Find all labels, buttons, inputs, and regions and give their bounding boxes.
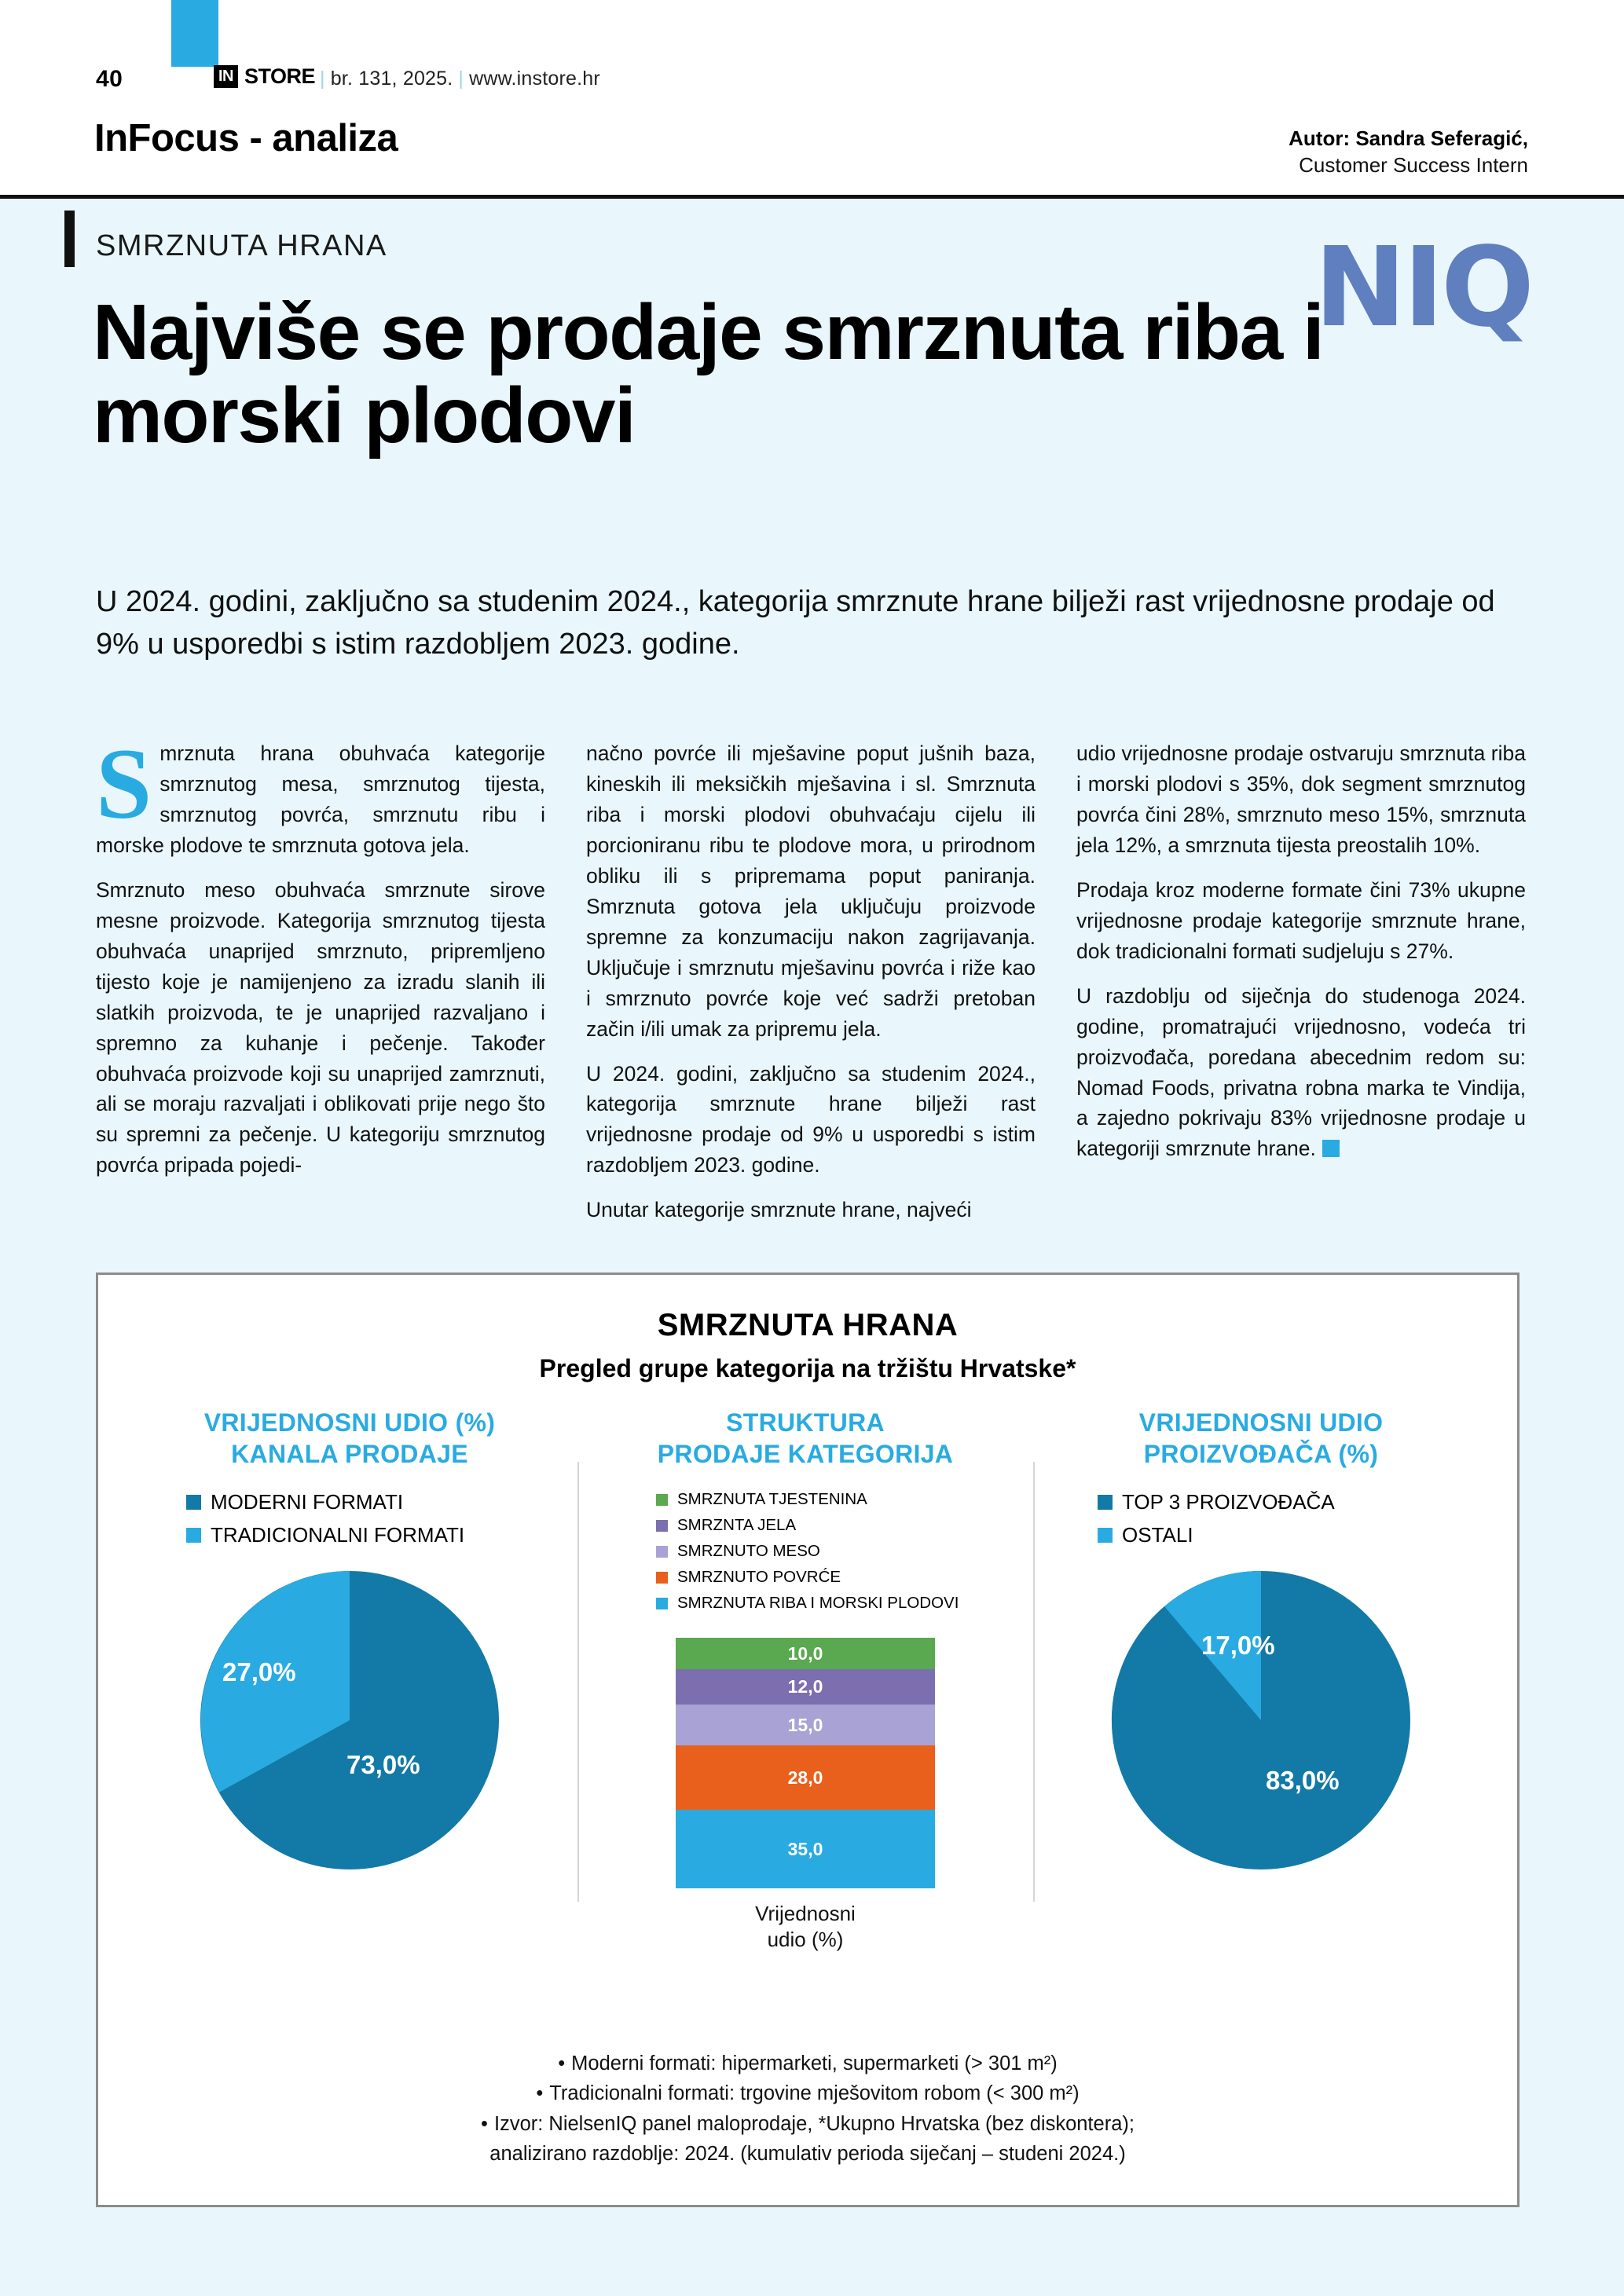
- legend-label: SMRZNUTA RIBA I MORSKI PLODOVI: [677, 1594, 959, 1612]
- end-of-article-mark: [1322, 1140, 1340, 1157]
- instore-logo: [214, 64, 315, 89]
- body-column-2: [586, 738, 1036, 1240]
- byline: [1289, 126, 1528, 179]
- legend-label: SMRZNTA JELA: [677, 1516, 797, 1534]
- section-title: InFocus - analiza: [94, 117, 398, 159]
- legend-label: SMRZNUTA TJESTENINA: [677, 1490, 867, 1508]
- legend-label: TRADICIONALNI FORMATI: [211, 1523, 465, 1547]
- bar-axis-label: [601, 1901, 1010, 1952]
- chart-legend: [1057, 1490, 1465, 1547]
- axis-label-line-2: udio (%): [767, 1927, 844, 1951]
- bar-segment-meso: 15,0: [676, 1705, 935, 1745]
- nielseniq-logo: NIQ: [1314, 224, 1531, 352]
- body-paragraph: [1076, 981, 1526, 1165]
- axis-label-line-1: Vrijednosni: [755, 1902, 856, 1925]
- legend-label: TOP 3 PROIZVOĐAČA: [1122, 1490, 1335, 1514]
- chart-title-line-1: VRIJEDNOSNI UDIO (%): [203, 1408, 496, 1437]
- pie-chart-svg: [1104, 1563, 1418, 1877]
- bar-segment-povrce: 28,0: [676, 1745, 935, 1810]
- body-column-3: [1076, 738, 1526, 1240]
- chart-title-line-2: PROIZVOĐAČA (%): [1143, 1440, 1379, 1468]
- chart-sales-channel: [145, 1407, 554, 1877]
- charts-row: [98, 1407, 1517, 1951]
- bar-segment-riba: 35,0: [676, 1810, 935, 1888]
- legend-item: [656, 1594, 1010, 1613]
- footnote-text: Moderni formati: hipermarketi, supermarketi (> 301 m²): [571, 2052, 1058, 2074]
- legend-item: [656, 1516, 1010, 1535]
- legend-swatch-icon: [186, 1495, 201, 1510]
- panel-title: SMRZNUTA HRANA: [657, 1308, 959, 1342]
- footnote-line: [98, 2109, 1517, 2139]
- legend-label: OSTALI: [1122, 1523, 1193, 1547]
- bar-segment-tjestenina: 10,0: [676, 1638, 935, 1669]
- legend-swatch-icon: [656, 1546, 668, 1558]
- pie-slice-label-modern: 73,0%: [346, 1750, 420, 1779]
- legend-item: [1098, 1523, 1465, 1547]
- legend-swatch-icon: [656, 1494, 668, 1506]
- chart-category-structure: [601, 1407, 1010, 1952]
- chart-divider-right: [1033, 1462, 1035, 1902]
- chart-title-line-1: STRUKTURA: [726, 1408, 885, 1437]
- chart-divider-left: [577, 1462, 579, 1902]
- pie-chart: [1104, 1563, 1418, 1877]
- body-paragraph: [96, 728, 545, 861]
- panel-subtitle: Pregled grupe kategorija na tržištu Hrvatske*: [539, 1354, 1076, 1382]
- body-paragraph: udio vrijednosne prodaje ostvaruju smrznuta riba i morski plodovi s 35%, dok segment smrznutog povrća čini 28%, smrznuto meso 15%, smrznuta jela 12%, a smrznuta tijesta preostalih 10%.: [1076, 742, 1526, 857]
- body-text: mrznuta hrana obuhvaća kategorije smrznutog mesa, smrznutog tijesta, smrznutog povrća, smrznutu ribu i morske plodove te smrznuta gotova jela.: [96, 742, 545, 857]
- body-paragraph: načno povrće ili mješavine poput jušnih baza, kineskih ili meksičkih mješavina i sl. Smrznuta riba i morski plodovi obuhvaćaju cijelu ili porcioniranu ribu te plodove mora, u prirodnom obliku ili s pripremama poput paniranja. Smrznuta gotova jela uključuju proizvode spremne za konzumaciju nakon zagrijavanja. Uključuje i smrznutu mješavinu povrća i riže kao i smrznuto povrće koje već sadrži pretoban začin i/ili umak za pripremu jela.: [586, 742, 1036, 1041]
- panel-footnotes: [98, 2049, 1517, 2169]
- pie-slice-label-traditional: 27,0%: [222, 1657, 296, 1686]
- chart-title: [1057, 1407, 1465, 1470]
- body-paragraph: Unutar kategorije smrznute hrane, najveći: [586, 1198, 972, 1222]
- legend-swatch-icon: [186, 1528, 201, 1543]
- pie-chart: [192, 1563, 507, 1877]
- legend-item: [186, 1523, 554, 1547]
- article-headline: Najviše se prodaje smrznuta riba i morski plodovi: [93, 288, 1324, 460]
- pie-slice-label-top3: 83,0%: [1266, 1766, 1340, 1795]
- legend-swatch-icon: [656, 1598, 668, 1609]
- logo-in-mark: IN: [214, 65, 238, 88]
- bullet-icon: •: [481, 2112, 488, 2135]
- chart-title-line-2: KANALA PRODAJE: [231, 1440, 468, 1468]
- legend-swatch-icon: [1098, 1528, 1113, 1543]
- legend-label: SMRZNUTO POVRĆE: [677, 1568, 841, 1586]
- chart-title-line-2: PRODAJE KATEGORIJA: [657, 1440, 954, 1468]
- legend-swatch-icon: [656, 1520, 668, 1532]
- chart-title: [145, 1407, 554, 1470]
- legend-label: SMRZNUTO MESO: [677, 1542, 820, 1560]
- article-kicker: SMRZNUTA HRANA: [96, 229, 387, 262]
- pie-chart-svg: [192, 1563, 507, 1877]
- issue-info: [314, 68, 600, 90]
- legend-swatch-icon: [656, 1572, 668, 1584]
- article-body: [96, 728, 1526, 1240]
- footnote-line: [98, 2139, 1517, 2169]
- body-text: U razdoblju od siječnja do studenoga 2024. godine, promatrajući vrijednosno, vodeća tri proizvođača, poredana abecednim redom su: Nomad Foods, privatna robna marka te Vindija, a zajedno pokrivaju 83% vrijednosne prodaje u kategoriji smrznute hrane.: [1076, 983, 1526, 1161]
- stacked-bar: [676, 1638, 935, 1888]
- issue-number: br. 131, 2025.: [330, 68, 453, 90]
- logo-store-text: STORE: [244, 64, 316, 88]
- legend-label: MODERNI FORMATI: [211, 1490, 404, 1514]
- body-paragraph: U 2024. godini, zaključno sa studenim 2024., kategorija smrznute hrane bilježi rast vrijednosne prodaje od 9% u usporedbi s istim razdobljem 2023. godine.: [586, 1061, 1036, 1177]
- author-name: Autor: Sandra Seferagić,: [1289, 126, 1528, 150]
- website-url: www.instore.hr: [469, 68, 600, 90]
- pie-slice-label-ostali: 17,0%: [1201, 1631, 1275, 1660]
- bar-segment-jela: 12,0: [676, 1669, 935, 1705]
- footnote-line: [98, 2049, 1517, 2078]
- chart-title-line-1: VRIJEDNOSNI UDIO: [1138, 1408, 1384, 1437]
- chart-legend: [145, 1490, 554, 1547]
- body-column-1: [96, 728, 545, 1240]
- author-role: Customer Success Intern: [1299, 152, 1528, 177]
- drop-cap: S: [96, 728, 152, 840]
- body-paragraph: Prodaja kroz moderne formate čini 73% ukupne vrijednosne prodaje kategorije smrznute hrane, dok tradicionalni formati sudjeluju s 27%.: [1076, 877, 1526, 963]
- chart-panel: [96, 1273, 1520, 2207]
- article-standfirst: U 2024. godini, zaključno sa studenim 2024., kategorija smrznute hrane bilježi rast vrijednosne prodaje od 9% u usporedbi s istim razdobljem 2023. godine.: [96, 585, 1495, 661]
- legend-item: [1098, 1490, 1465, 1514]
- issue-separator-left: |: [320, 68, 325, 90]
- footnote-text: Izvor: NielsenIQ panel maloprodaje, *Ukupno Hrvatska (bez diskontera);: [493, 2112, 1135, 2135]
- footnote-text: Tradicionalni formati: trgovine mješovitom robom (< 300 m²): [549, 2082, 1080, 2105]
- bullet-icon: •: [558, 2052, 566, 2074]
- chart-manufacturer-share: [1057, 1407, 1465, 1877]
- kicker-accent-bar: [64, 211, 75, 267]
- legend-item: [656, 1568, 1010, 1587]
- chart-legend: [601, 1490, 1010, 1613]
- page-number: 40: [96, 66, 123, 92]
- legend-item: [656, 1490, 1010, 1509]
- footnote-line: [98, 2078, 1517, 2108]
- legend-item: [656, 1542, 1010, 1561]
- issue-separator-right: |: [458, 68, 464, 90]
- legend-item: [186, 1490, 554, 1514]
- bullet-icon: •: [536, 2082, 544, 2105]
- footnote-text: analizirano razdoblje: 2024. (kumulativ perioda siječanj – studeni 2024.): [489, 2142, 1126, 2165]
- page-header: [0, 0, 1624, 196]
- header-accent-tab: [171, 0, 218, 67]
- chart-title: [601, 1407, 1010, 1470]
- header-divider: [0, 195, 1624, 199]
- body-paragraph: Smrznuto meso obuhvaća smrznute sirove mesne proizvode. Kategorija smrznutog tijesta obuhvaća unaprijed smrznuto, pripremljeno tijesto koje je namijenjeno za izradu slanih ili slatkih proizvoda, te je unaprijed razvaljano i spremno za kuhanje i pečenje. Također obuhvaća proizvode koji su unaprijed zamrznuti, ali se moraju razvaljati i oblikovati prije nego što su spremni za pečenje. U kategoriju smrznutog povrća pripada pojedi-: [96, 877, 545, 1177]
- legend-swatch-icon: [1098, 1495, 1113, 1510]
